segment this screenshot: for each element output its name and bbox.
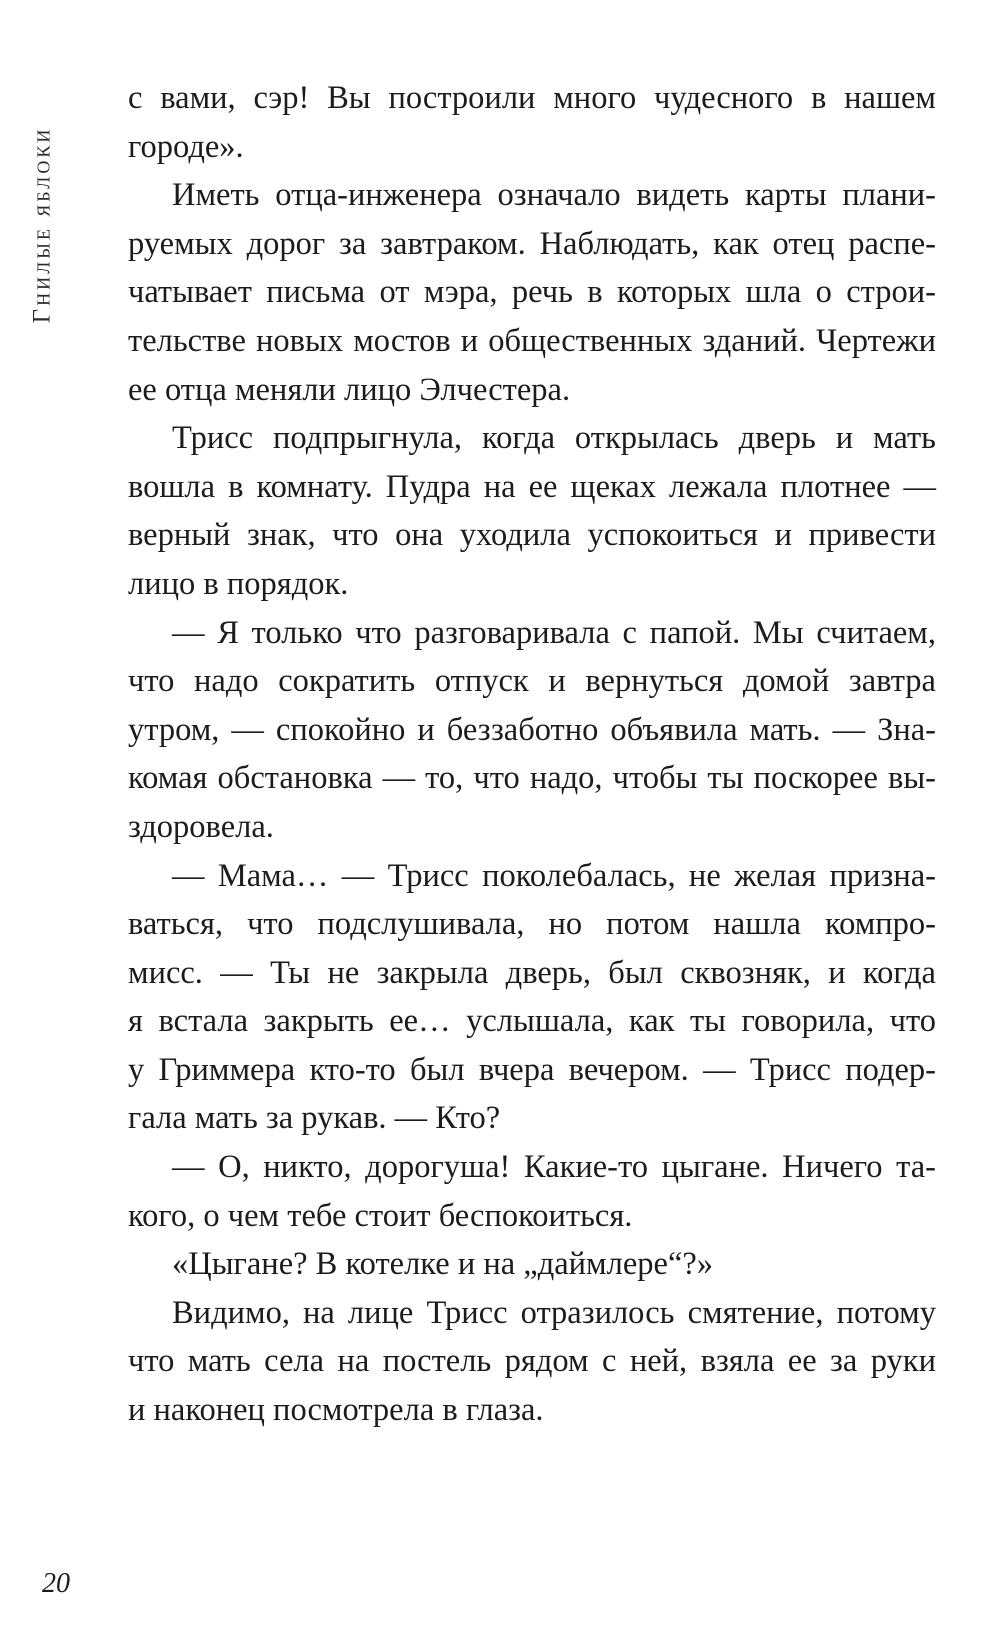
- text-line: — Мама… — Трисс поколебалась, не желая призна-: [172, 857, 936, 894]
- text-line: верный знак, что она уходила успокоиться и привести: [128, 517, 936, 554]
- body-text: [128, 74, 936, 1435]
- text-line: что мать села на постель рядом с ней, взяла ее за руки: [128, 1343, 936, 1380]
- text-line: ее отца меняли лицо Элчестера.: [128, 371, 571, 408]
- text-line: и наконец посмотрела в глаза.: [128, 1392, 544, 1429]
- page-number: 20: [42, 1568, 70, 1599]
- text-line: с вами, сэр! Вы построили много чудесного в нашем: [128, 80, 936, 116]
- text-line: гала мать за рукав. — Кто?: [128, 1100, 501, 1137]
- text-line: ваться, что подслушивала, но потом нашла компро-: [128, 906, 936, 943]
- text-line: — О, никто, дорогуша! Какие-то цыгане. Ничего та-: [172, 1149, 936, 1186]
- running-head-text: Гнилые яблоки: [28, 126, 55, 324]
- text-line: комая обстановка — то, что надо, чтобы ты поскорее вы-: [128, 760, 936, 797]
- text-line: Видимо, на лице Трисс отразилось смятение, потому: [172, 1294, 936, 1331]
- text-line: Иметь отца-инженера означало видеть карты плани-: [172, 177, 936, 214]
- text-line: я встала закрыть ее… услышала, как ты говорила, что: [128, 1003, 936, 1040]
- text-line: чатывает письма от мэра, речь в которых шла о строи-: [128, 274, 936, 311]
- running-head: [12, 90, 72, 360]
- text-line: здоровела.: [128, 808, 274, 845]
- text-line: лицо в порядок.: [128, 565, 349, 602]
- text-line: что надо сократить отпуск и вернуться домой завтра: [128, 663, 936, 700]
- text-line: руемых дорог за завтраком. Наблюдать, как отец распе-: [128, 225, 936, 262]
- text-line: мисс. — Ты не закрыла дверь, был сквозняк, и когда: [128, 954, 936, 991]
- text-line: Трисс подпрыгнула, когда открылась дверь и мать: [172, 420, 936, 457]
- text-line: вошла в комнату. Пудра на ее щеках лежала плотнее —: [128, 468, 936, 505]
- text-line: у Гриммера кто-то был вчера вечером. — Трисс подер-: [128, 1051, 936, 1088]
- text-line: тельстве новых мостов и общественных зданий. Чертежи: [128, 322, 936, 359]
- text-line: кого, о чем тебе стоит беспокоиться.: [128, 1197, 633, 1234]
- text-line: «Цыгане? В котелке и на „даймлере“?»: [172, 1246, 714, 1283]
- text-line: городе».: [128, 128, 244, 165]
- text-line: утром, — спокойно и беззаботно объявила мать. — Зна-: [128, 711, 936, 748]
- text-line: — Я только что разговаривала с папой. Мы считаем,: [172, 614, 936, 651]
